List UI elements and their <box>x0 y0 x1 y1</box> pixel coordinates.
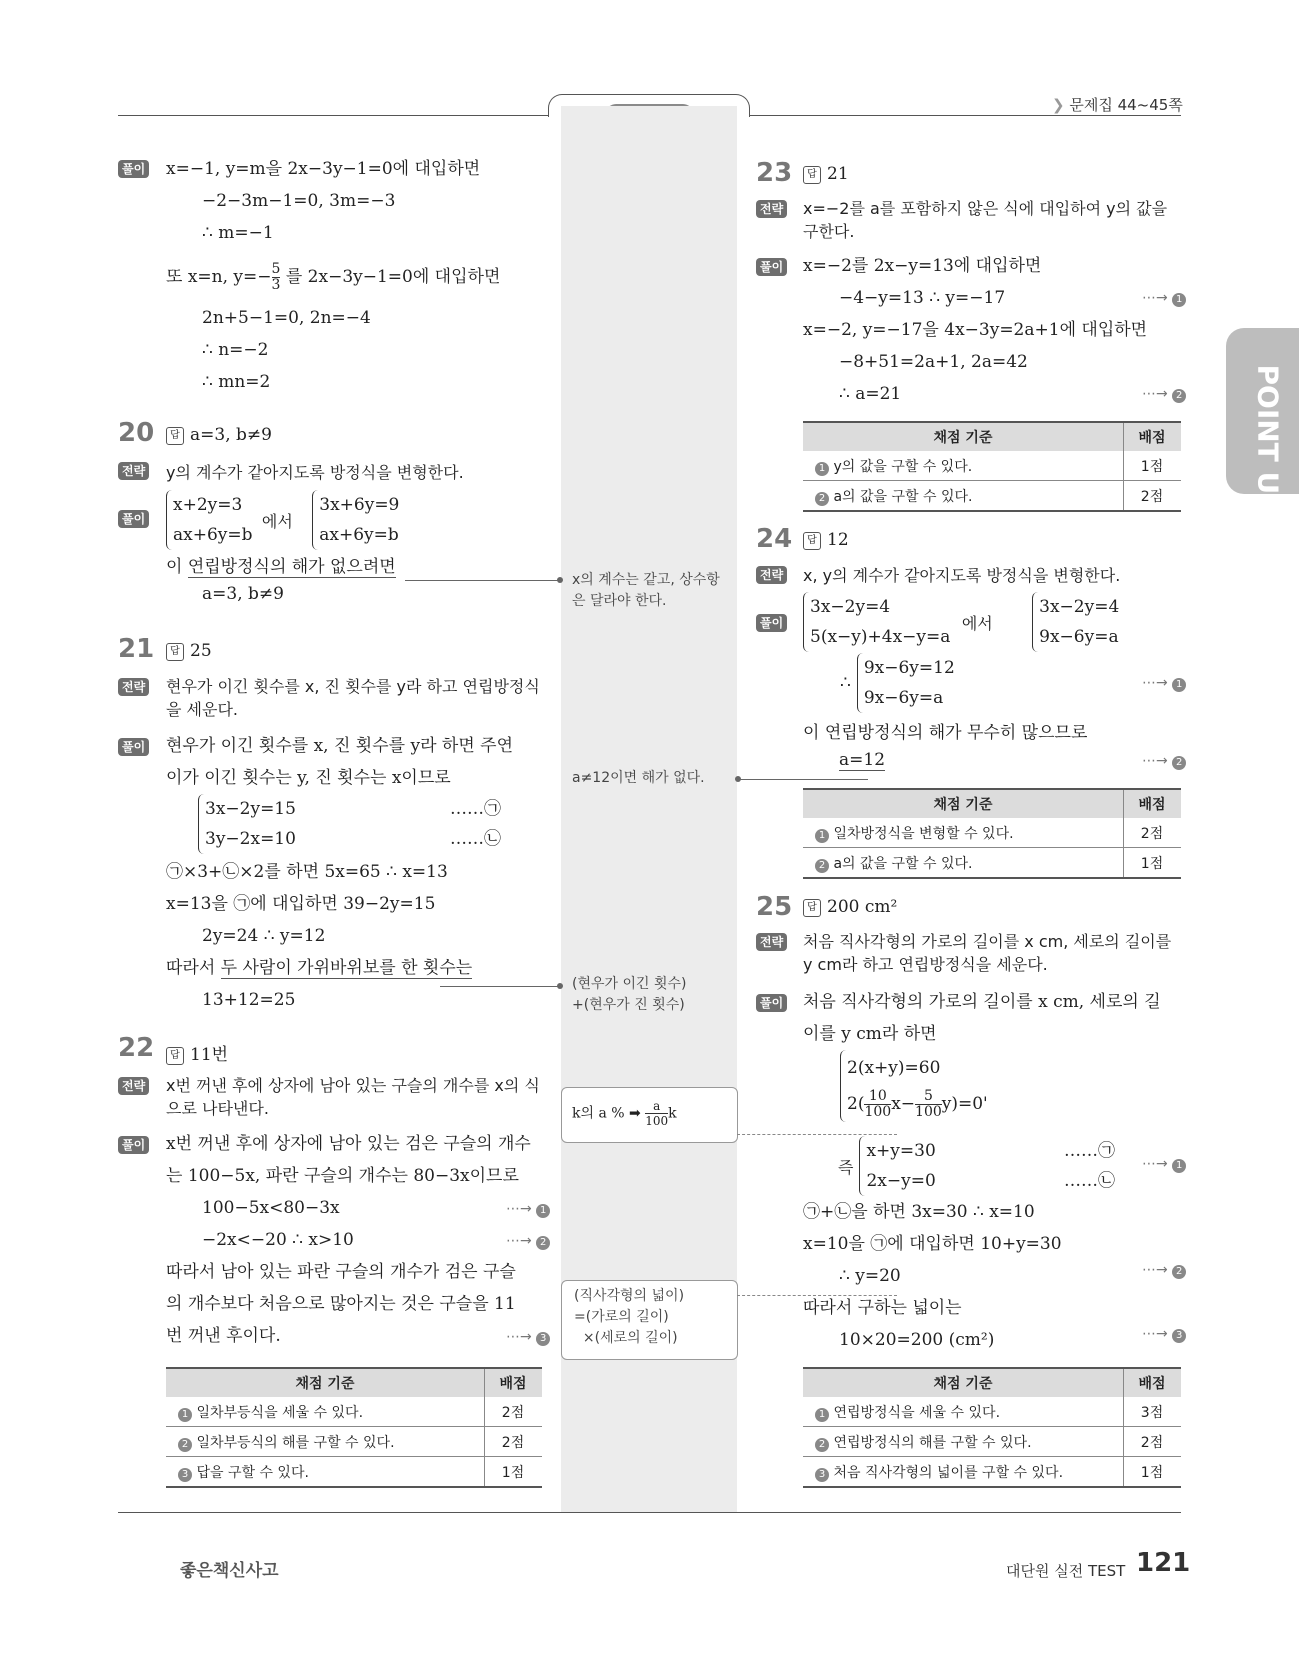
q21-step4: x=13을 ㉠에 대입하면 39−2y=15 <box>166 894 436 914</box>
q25-l4: x=10을 ㉠에 대입하면 10+y=30 <box>803 1234 1062 1254</box>
q25-l5: ∴ y=20 <box>839 1266 901 1286</box>
step-marker: ⋯→ 2 <box>506 1233 550 1250</box>
q20-number: 20 <box>118 418 155 448</box>
q20-condition: 이 연립방정식의 해가 없으려면 <box>166 557 396 577</box>
step-marker: ⋯→ 2 <box>1142 753 1186 770</box>
q21-note: (현우가 이긴 횟수) +(현우가 진 횟수) <box>572 976 687 1013</box>
q22-l5: 따라서 남아 있는 파란 구슬의 개수가 검은 구슬 <box>166 1262 516 1282</box>
pul-label: 풀이 <box>756 614 787 632</box>
pul-label: 풀이 <box>118 160 149 178</box>
q21-sol2: 이가 이긴 횟수는 y, 진 횟수는 x이므로 <box>166 768 451 788</box>
q22-strategy: x번 꺼낸 후에 상자에 남아 있는 구슬의 개수를 x의 식으로 나타낸다. <box>166 1076 540 1118</box>
jeon-label: 전략 <box>118 678 149 696</box>
answer-icon: 답 <box>803 899 821 917</box>
q23-scoring-table: 채점 기준 배점 1 y의 값을 구할 수 있다. 1점 2 a의 값을 구할 수 있다. 2점 <box>803 421 1181 512</box>
step-marker: ⋯→ 1 <box>1142 675 1186 692</box>
q25-note: (직사각형의 넓이) =(가로의 길이) ×(세로의 길이) <box>574 1288 685 1346</box>
pul-label: 풀이 <box>118 1136 149 1154</box>
q24-strategy: x, y의 계수가 같아지도록 방정식을 변형한다. <box>803 566 1121 585</box>
arrow-right-icon: ➡ <box>629 1105 641 1122</box>
q21-system: 3x−2y=15 3y−2x=10 <box>198 794 296 854</box>
q23-l5: ∴ a=21 <box>839 384 902 404</box>
jeon-label: 전략 <box>118 1077 149 1095</box>
page-number: 121 <box>1136 1548 1191 1578</box>
q24-infinite: 이 연립방정식의 해가 무수히 많으므로 <box>803 723 1088 743</box>
q22-l3: 100−5x<80−3x <box>202 1198 340 1218</box>
step-marker: ⋯→ 1 <box>1142 1156 1186 1173</box>
connector-dot <box>557 577 563 583</box>
q23-answer: 답 21 <box>803 164 849 184</box>
q24-scoring-table: 채점 기준 배점 1 일차방정식을 변형할 수 있다. 2점 2 a의 값을 구할 수 있다. 1점 <box>803 788 1181 879</box>
connector-line <box>737 1134 897 1135</box>
q23-number: 23 <box>756 158 793 188</box>
footer-line <box>118 1512 1181 1513</box>
q25-l2: 이를 y cm라 하면 <box>803 1024 937 1044</box>
step-marker: ⋯→ 1 <box>1142 290 1186 307</box>
q23-strategy: x=−2를 a를 포함하지 않은 식에 대입하여 y의 값을 구한다. <box>803 199 1168 241</box>
q25-system2: 즉 x+y=30 2x−y=0 <box>838 1136 936 1196</box>
q22-l1: x번 꺼낸 후에 상자에 남아 있는 검은 구슬의 개수 <box>166 1134 531 1154</box>
answer-icon: 답 <box>803 166 821 184</box>
q22-l6: 의 개수보다 처음으로 많아지는 것은 구슬을 11 <box>166 1294 516 1314</box>
jeon-label: 전략 <box>118 462 149 480</box>
q21-number: 21 <box>118 634 155 664</box>
q22-l7: 번 꺼낸 후이다. <box>166 1326 281 1346</box>
pul-label: 풀이 <box>118 738 149 756</box>
q22-answer: 답 11번 <box>166 1040 228 1065</box>
q23-l2: −4−y=13 ∴ y=−17 <box>839 288 1006 308</box>
pul-label: 풀이 <box>756 994 787 1012</box>
answer-icon: 답 <box>166 1047 184 1065</box>
chevron-right-icon: ❯ <box>1052 96 1065 114</box>
q20-strategy: y의 계수가 같아지도록 방정식을 변형한다. <box>166 463 464 482</box>
step-marker: ⋯→ 2 <box>1142 386 1186 403</box>
q19-line2: −2−3m−1=0, 3m=−3 <box>202 191 396 211</box>
q21-answer: 답 25 <box>166 641 212 661</box>
q25-answer: 답 200 cm² <box>803 897 897 917</box>
connector-line <box>440 986 560 987</box>
q25-scoring-table: 채점 기준 배점 1 연립방정식을 세울 수 있다. 3점 2 연립방정식의 해를 구할 수 있다. 2점 3 처음 직사각형의 넓이를 구할 수 있다. 1점 <box>803 1367 1181 1488</box>
q25-l6: 따라서 구하는 넓이는 <box>803 1298 962 1318</box>
q24-system2: ∴ 9x−6y=12 9x−6y=a <box>840 653 955 713</box>
q22-l2: 는 100−5x, 파란 구슬의 개수는 80−3x이므로 <box>166 1166 519 1186</box>
pul-label: 풀이 <box>756 258 787 276</box>
q23-l4: −8+51=2a+1, 2a=42 <box>839 352 1028 372</box>
q25-system-marks: ……㉠ ……㉡ <box>1064 1141 1115 1191</box>
q22-number: 22 <box>118 1033 155 1063</box>
q21-sol1: 현우가 이긴 횟수를 x, 진 횟수를 y라 하면 주연 <box>166 736 513 756</box>
header-line-right <box>748 115 1181 116</box>
q20-answer: 답 a=3, b≠9 <box>166 425 272 445</box>
q19-line3: ∴ m=−1 <box>202 223 274 243</box>
q20-system: x+2y=3 ax+6y=b 에서 3x+6y=9 ax+6y=b <box>166 490 399 550</box>
workbook-ref: ❯ 문제집 44~45쪽 <box>1052 96 1183 114</box>
q20-note: x의 계수는 같고, 상수항은 달라야 한다. <box>572 572 720 609</box>
connector-dot <box>735 776 741 782</box>
q19-line6: ∴ n=−2 <box>202 340 269 360</box>
q22-l4: −2x<−20 ∴ x>10 <box>202 1230 354 1250</box>
step-marker: ⋯→ 1 <box>506 1201 550 1218</box>
q24-number: 24 <box>756 524 793 554</box>
q21-strategy: 현우가 이긴 횟수를 x, 진 횟수를 y라 하고 연립방정식을 세운다. <box>166 677 540 719</box>
q20-result: a=3, b≠9 <box>202 584 284 604</box>
answer-icon: 답 <box>166 427 184 445</box>
q19-line7: ∴ mn=2 <box>202 372 271 392</box>
step-marker: ⋯→ 3 <box>1142 1326 1186 1343</box>
step-marker: ⋯→ 3 <box>506 1329 550 1346</box>
q19-line4: 또 x=n, y=− $\frac{5}{3}$ 를 2x−3y−1=0에 대입하면 <box>166 261 501 293</box>
q24-result: a=12 <box>839 750 886 770</box>
q22-scoring-table: 채점 기준 배점 1 일차부등식을 세울 수 있다. 2점 2 일차부등식의 해를 구할 수 있다. 2점 3 답을 구할 수 있다. 1점 <box>166 1367 542 1488</box>
connector-line <box>405 580 560 581</box>
q19-line5: 2n+5−1=0, 2n=−4 <box>202 308 371 328</box>
step-marker: ⋯→ 2 <box>1142 1262 1186 1279</box>
answer-icon: 답 <box>166 643 184 661</box>
q21-step6: 따라서 두 사람이 가위바위보를 한 횟수는 <box>166 958 473 978</box>
q23-l3: x=−2, y=−17을 4x−3y=2a+1에 대입하면 <box>803 320 1148 340</box>
q21-step3: ㉠×3+㉡×2를 하면 5x=65 ∴ x=13 <box>166 862 448 882</box>
q25-strategy: 처음 직사각형의 가로의 길이를 x cm, 세로의 길이를 y cm라 하고 연립방정식을 세운다. <box>803 932 1172 974</box>
q24-note: a≠12이면 해가 없다. <box>572 770 705 786</box>
point-up-label: POINT UP <box>1251 364 1285 515</box>
footer-section: 대단원 실전 TEST <box>1006 1562 1126 1580</box>
q21-step5: 2y=24 ∴ y=12 <box>202 926 326 946</box>
q25-number: 25 <box>756 892 793 922</box>
jeon-label: 전략 <box>756 200 787 218</box>
q25-l1: 처음 직사각형의 가로의 길이를 x cm, 세로의 길 <box>803 992 1161 1012</box>
q21-step7: 13+12=25 <box>202 990 296 1010</box>
answer-icon: 답 <box>803 532 821 550</box>
q23-l1: x=−2를 2x−y=13에 대입하면 <box>803 256 1042 276</box>
q25-system1: 2(x+y)=60 2( $\frac{10}{100}$ x− $\frac{5}{100}$ y)=0' <box>840 1050 988 1122</box>
q25-l7: 10×20=200 (cm²) <box>839 1330 995 1350</box>
q21-system-marks: ……㉠ ……㉡ <box>450 799 501 849</box>
connector-dot <box>557 983 563 989</box>
header-line-left <box>118 115 548 116</box>
percent-note: k의 a % ➡ $\frac{a}{100}$ k <box>572 1099 677 1128</box>
publisher-logo: 좋은책신사고 <box>180 1561 279 1581</box>
jeon-label: 전략 <box>756 933 787 951</box>
q19-line1: x=−1, y=m을 2x−3y−1=0에 대입하면 <box>166 159 481 179</box>
pul-label: 풀이 <box>118 510 149 528</box>
q24-system: 3x−2y=4 5(x−y)+4x−y=a 에서 3x−2y=4 9x−6y=a <box>803 592 1119 652</box>
jeon-label: 전략 <box>756 566 787 584</box>
connector-line <box>738 779 868 780</box>
q25-l3: ㉠+㉡을 하면 3x=30 ∴ x=10 <box>803 1202 1035 1222</box>
q24-answer: 답 12 <box>803 530 849 550</box>
